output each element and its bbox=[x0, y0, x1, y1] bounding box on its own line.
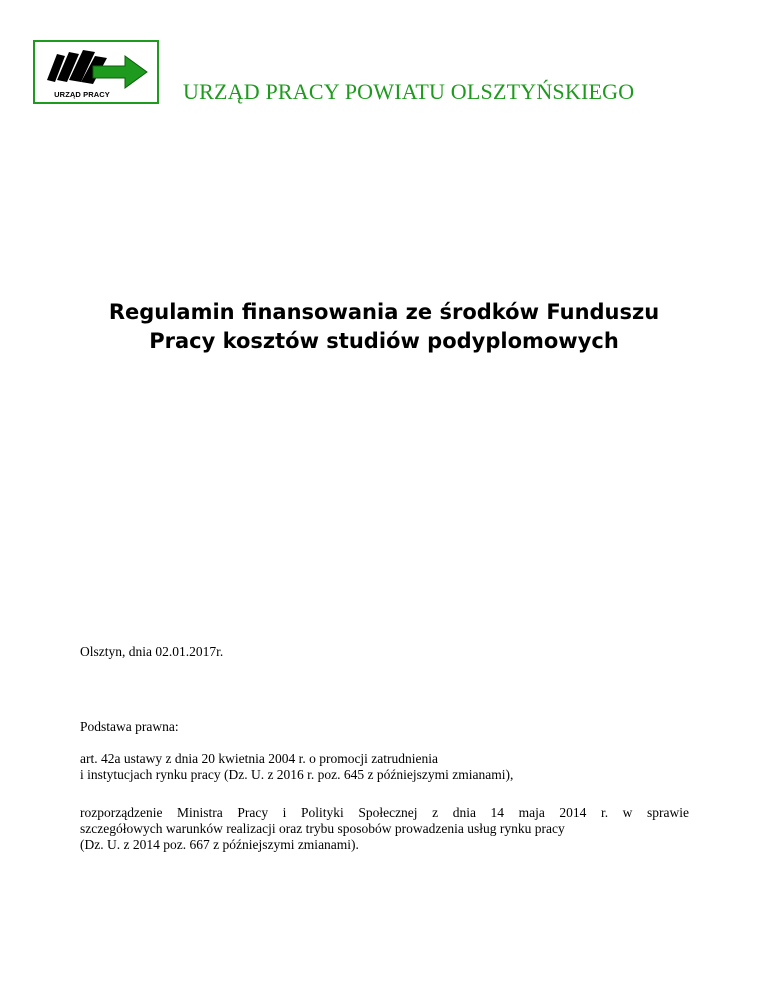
legal-basis-item bbox=[80, 805, 689, 853]
legal-basis-heading: Podstawa prawna: bbox=[80, 719, 179, 734]
logo-text: URZĄD PRACY bbox=[54, 90, 110, 99]
legal-basis-line: rozporządzenie Ministra Pracy i Polityki Społecznej z dnia 14 maja 2014 r. w sprawie bbox=[80, 805, 689, 820]
place-and-date: Olsztyn, dnia 02.01.2017r. bbox=[80, 644, 224, 659]
legal-basis-line: szczegółowych warunków realizacji oraz trybu sposobów prowadzenia usług rynku pracy bbox=[80, 821, 565, 836]
legal-basis-line: (Dz. U. z 2014 poz. 667 z późniejszymi zmianami). bbox=[80, 837, 359, 852]
organization-name: URZĄD PRACY POWIATU OLSZTYŃSKIEGO bbox=[183, 79, 635, 104]
title-line-2: Pracy kosztów studiów podyplomowych bbox=[149, 329, 619, 353]
document-title bbox=[0, 298, 768, 356]
office-logo bbox=[33, 40, 159, 104]
legal-basis-item bbox=[80, 751, 689, 783]
title-line-1: Regulamin finansowania ze środków Funduszu bbox=[108, 300, 660, 324]
legal-basis-line: i instytucjach rynku pracy (Dz. U. z 2016 r. poz. 645 z późniejszymi zmianami), bbox=[80, 767, 514, 782]
legal-basis-line: art. 42a ustawy z dnia 20 kwietnia 2004 r. o promocji zatrudnienia bbox=[80, 751, 439, 766]
